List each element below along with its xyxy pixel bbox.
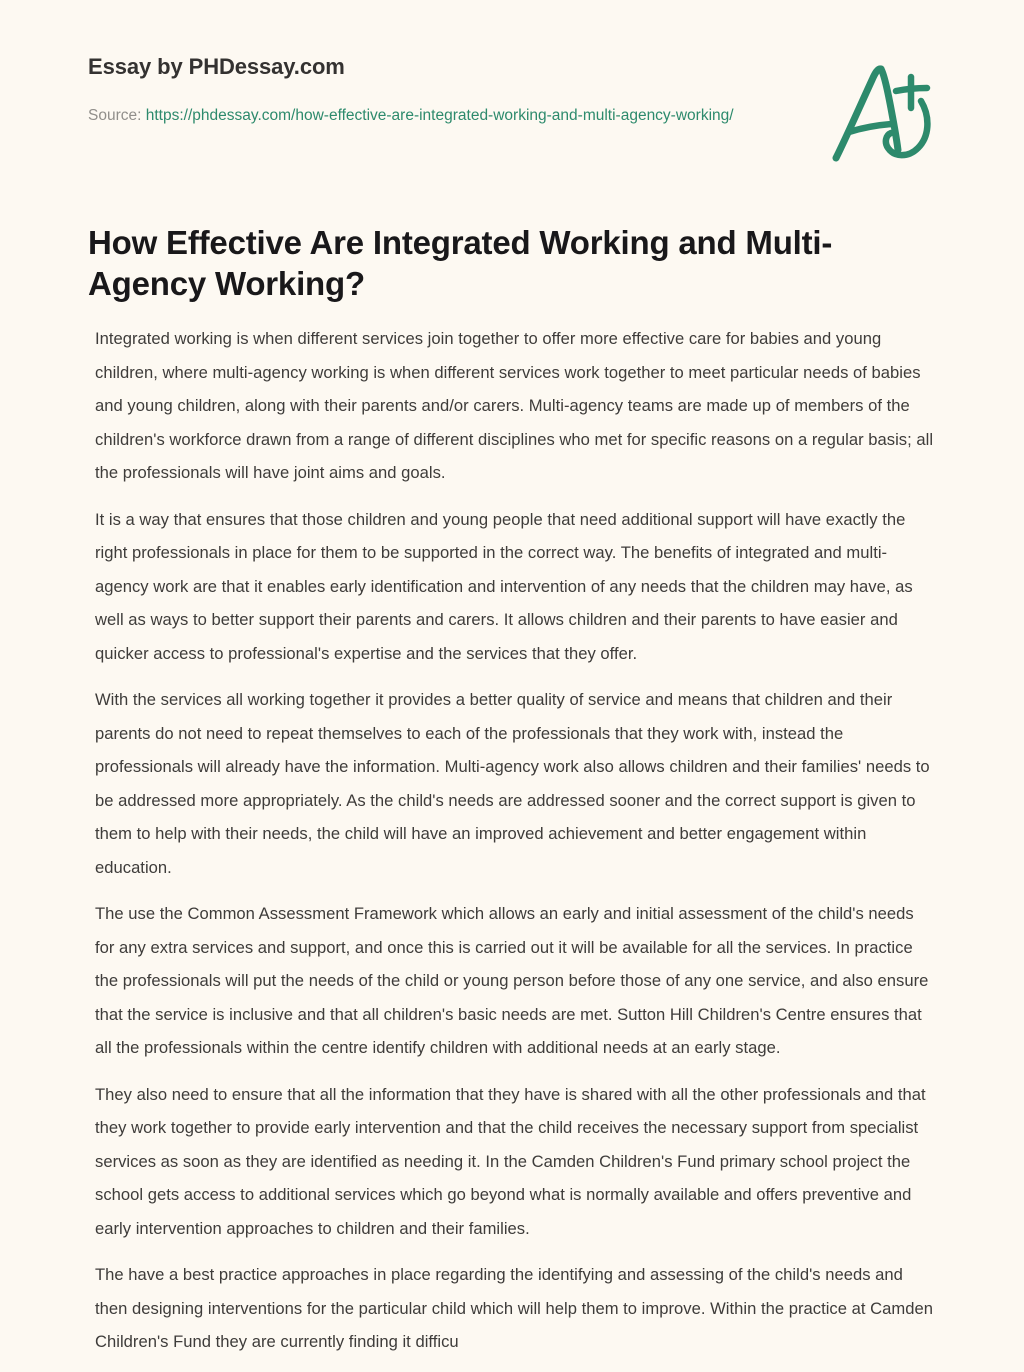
article-body xyxy=(95,322,935,1372)
aplus-logo-icon xyxy=(826,58,946,166)
paragraph: They also need to ensure that all the information that they have is shared with all the other professionals and that they work together to provide early intervention and that the child receives the necessary support from specialist services as soon as they are identified as needing it. In the Camden Children's Fund primary school project the school gets access to additional services which go beyond what is normally available and offers preventive and early intervention approaches to children and their families. xyxy=(95,1084,926,1238)
brand-title: Essay by PHDessay.com xyxy=(88,54,345,79)
source-url-link[interactable]: https://phdessay.com/how-effective-are-integrated-working-and-multi-agency-working/ xyxy=(145,107,734,125)
paragraph: The have a best practice approaches in place regarding the identifying and assessing of the child's needs and then designing interventions for the particular child which will help them to improve. Within the practice at Camden Children's Fund they are currently finding it difficu xyxy=(95,1265,933,1351)
source-line xyxy=(88,102,768,129)
paragraph: Integrated working is when different services join together to offer more effective care for babies and young children, where multi-agency working is when different services work together to meet particular needs of babies and young children, along with their parents and/or carers. Multi-agency teams are made up of members of the children's workforce drawn from a range of different disciplines who met for specific reasons on a regular basis; all the professionals will have joint aims and goals. xyxy=(95,329,934,482)
paragraph: The use the Common Assessment Framework which allows an early and initial assessment of the child's needs for any extra services and support, and once this is carried out it will be available for all the services. In practice the professionals will put the needs of the child or young person before those of any one service, and also ensure that the service is inclusive and that all children's basic needs are met. Sutton Hill Children's Centre ensures that all the professionals within the centre identify children with additional needs at an early stage. xyxy=(95,904,929,1057)
paragraph: It is a way that ensures that those children and young people that need additional support will have exactly the right professionals in place for them to be supported in the correct way. The benefits of integrated and multi-agency work are that it enables early identification and intervention of any needs that the children may have, as well as ways to better support their parents and carers. It allows children and their parents to have easier and quicker access to professional's expertise and the services that they offer. xyxy=(95,509,913,663)
aplus-logo[interactable] xyxy=(826,58,946,166)
source-label: Source: xyxy=(88,107,142,125)
paragraph: With the services all working together it provides a better quality of service and means that children and their parents do not need to repeat themselves to each of the professionals that they work with, instead the professionals will already have the information. Multi-agency work also allows children and their families' needs to be addressed more appropriately. As the child's needs are addressed sooner and the correct support is given to them to help with their needs, the child will have an improved achievement and better engagement within education. xyxy=(95,690,930,877)
page-title: How Effective Are Integrated Working and Multi-Agency Working? xyxy=(88,224,833,302)
